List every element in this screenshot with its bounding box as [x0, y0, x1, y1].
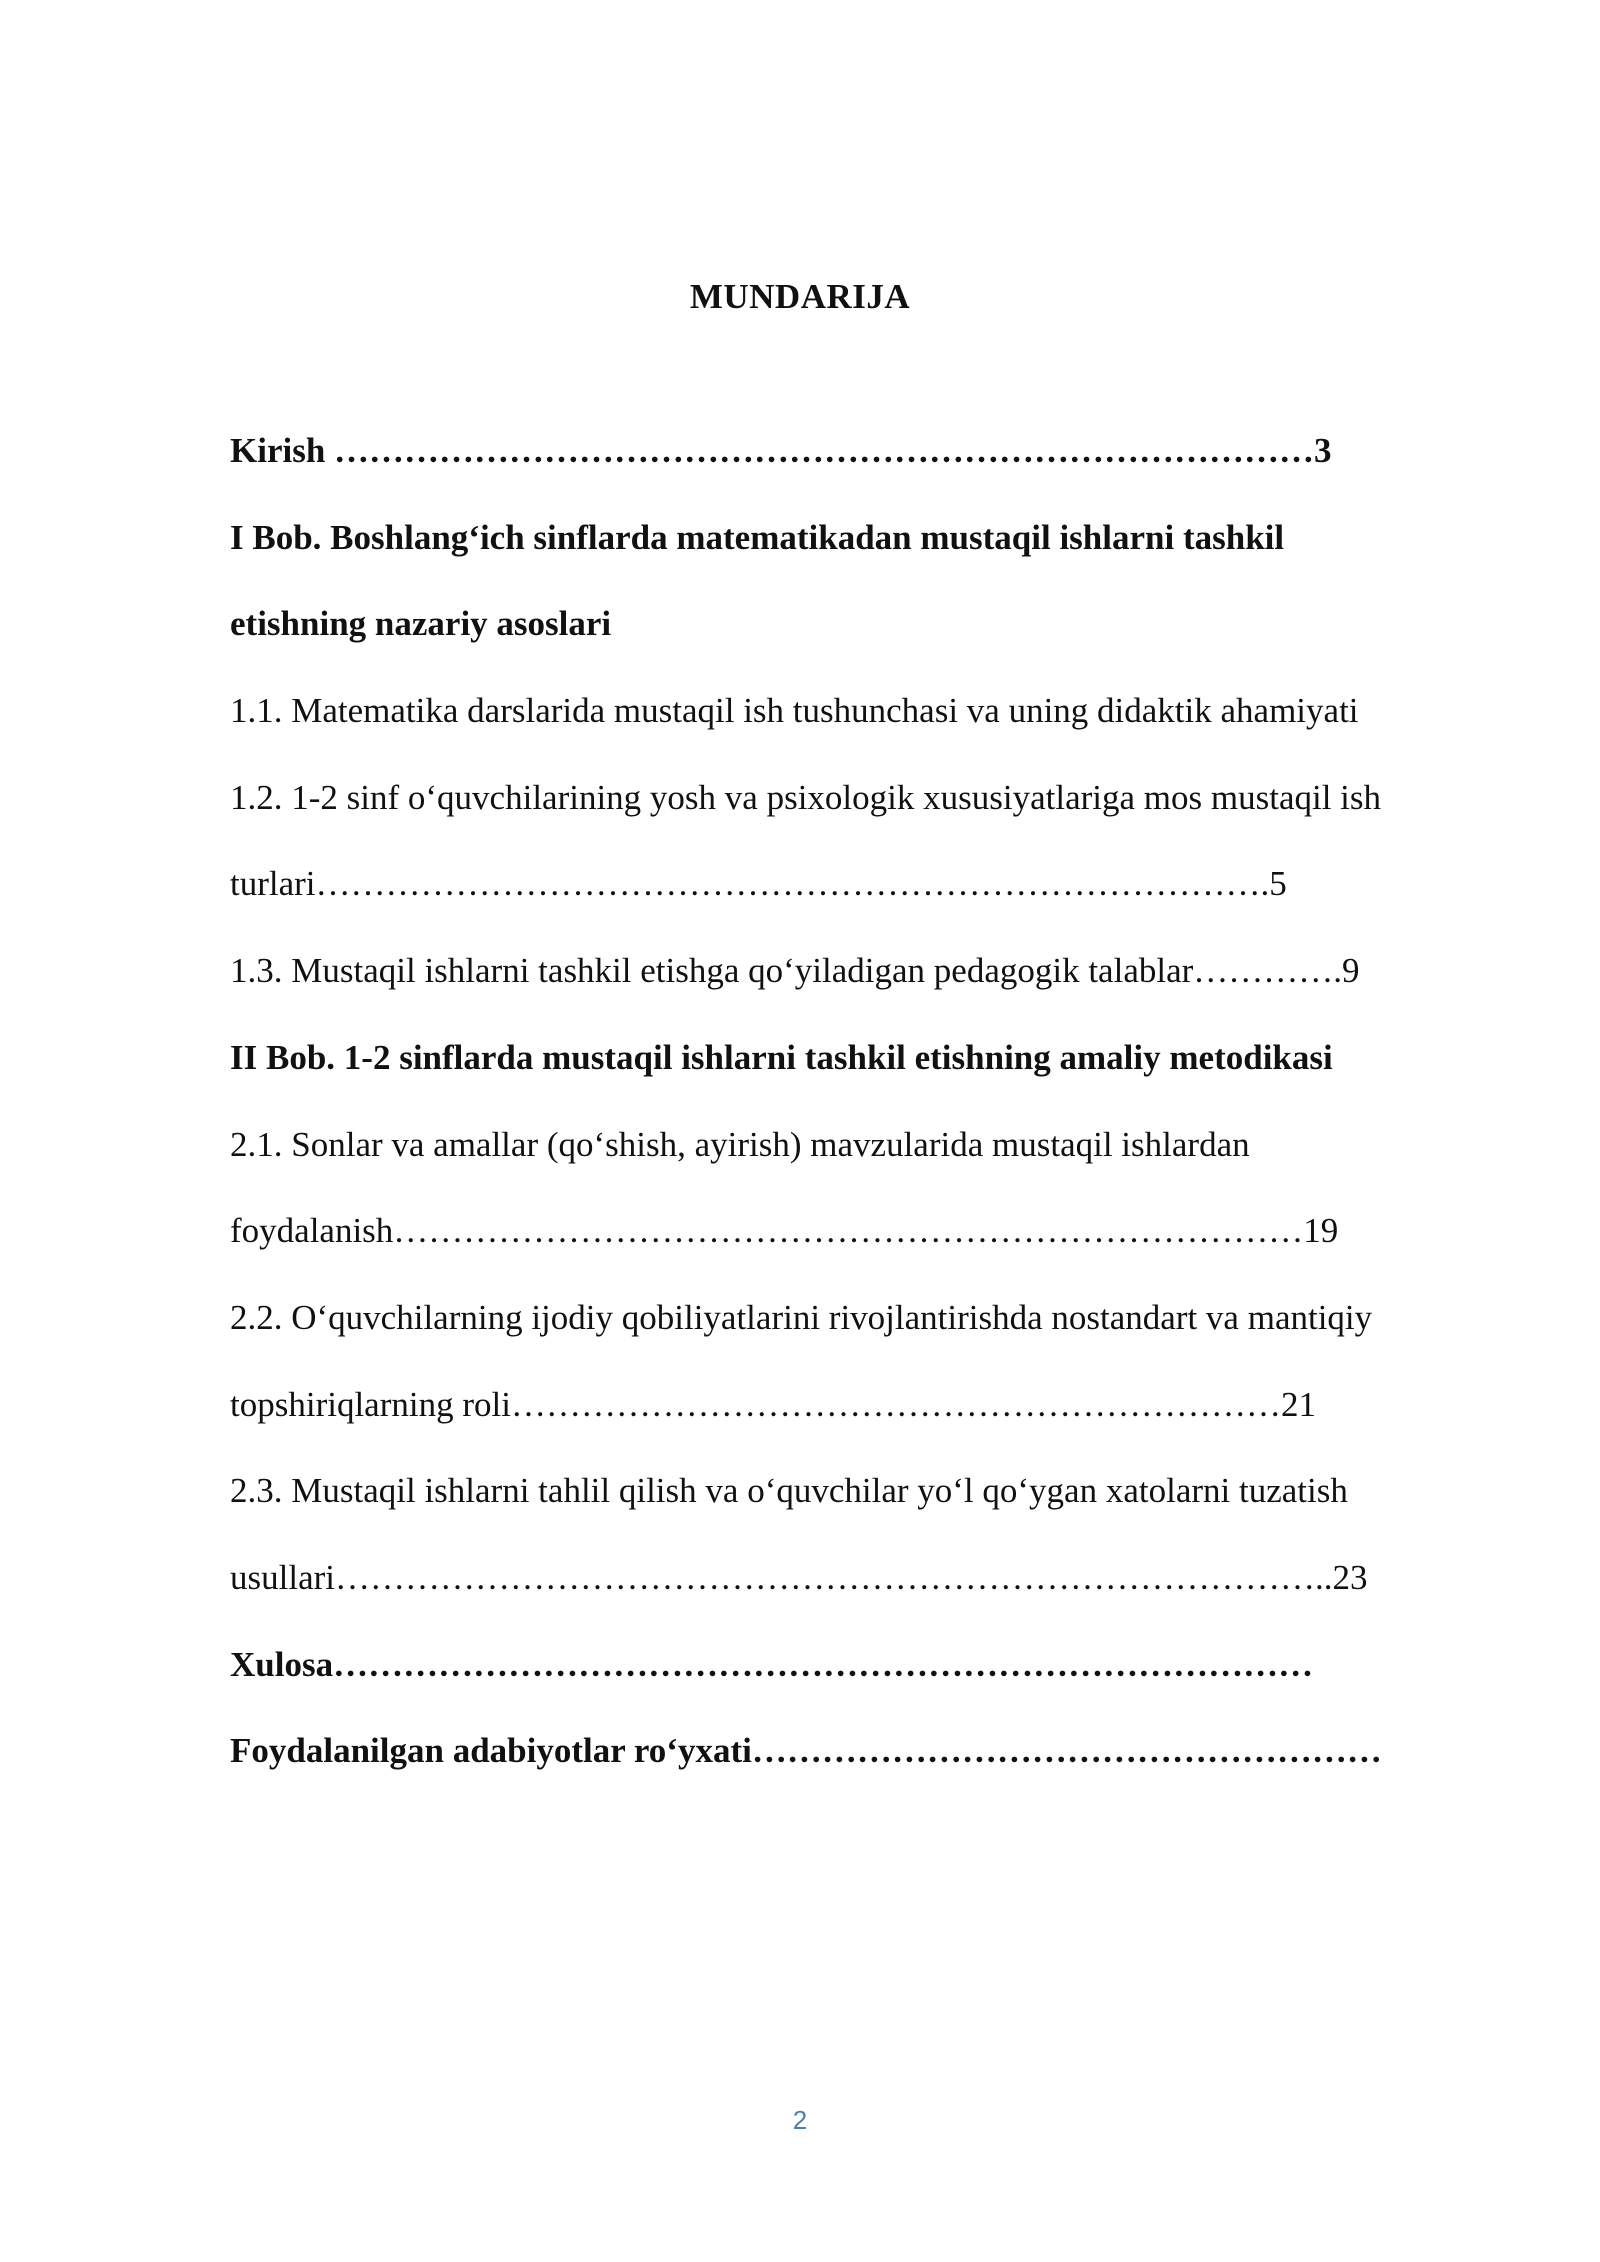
- table-of-contents: [230, 408, 1490, 1795]
- toc-entry-1-2: 1.2. 1-2 sinf o‘quvchilarining yosh va psixologik xususiyatlariga mos mustaqil ish: [230, 777, 1382, 817]
- toc-entry-2-3-cont: usullari…………………………………………………………………………..23: [230, 1557, 1368, 1597]
- toc-entry-references: Foydalanilgan adabiyotlar ro‘yxati………………………………………………: [230, 1731, 1382, 1771]
- toc-entry-chapter-1-title-cont: etishning nazariy asoslari: [230, 604, 612, 644]
- toc-entry-2-1-cont: foydalanish……………………………………………………………………19: [230, 1211, 1339, 1251]
- toc-entry-1-2-cont: turlari……………………………………………………………………….5: [230, 864, 1287, 904]
- toc-entry-2-2: 2.2. O‘quvchilarning ijodiy qobiliyatlarini rivojlantirishda nostandart va mantiqiy: [230, 1297, 1373, 1337]
- page-title: MUNDARIJA: [689, 277, 911, 316]
- toc-entry-conclusion: Xulosa…………………………………………………………………………: [230, 1644, 1314, 1684]
- toc-entry-1-3: 1.3. Mustaqil ishlarni tashkil etishga qo‘yiladigan pedagogik talablar………….9: [230, 951, 1360, 991]
- toc-entry-chapter-2-title: II Bob. 1-2 sinflarda mustaqil ishlarni tashkil etishning amaliy metodikasi: [230, 1037, 1333, 1077]
- toc-entry-2-1: 2.1. Sonlar va amallar (qo‘shish, ayirish) mavzularida mustaqil ishlardan: [230, 1124, 1250, 1164]
- toc-entry-2-2-cont: topshiriqlarning roli…………………………………………………………21: [230, 1384, 1316, 1424]
- toc-entry-chapter-1-title: I Bob. Boshlang‘ich sinflarda matematikadan mustaqil ishlarni tashkil: [230, 517, 1285, 557]
- page-number: 2: [792, 2105, 808, 2135]
- toc-entry-intro: Kirish …………………………………………………………………………3: [230, 431, 1332, 470]
- toc-entry-1-1: 1.1. Matematika darslarida mustaqil ish tushunchasi va uning didaktik ahamiyati: [230, 691, 1359, 731]
- toc-entry-2-3: 2.3. Mustaqil ishlarni tahlil qilish va o‘quvchilar yo‘l qo‘ygan xatolarni tuzatish: [230, 1471, 1348, 1511]
